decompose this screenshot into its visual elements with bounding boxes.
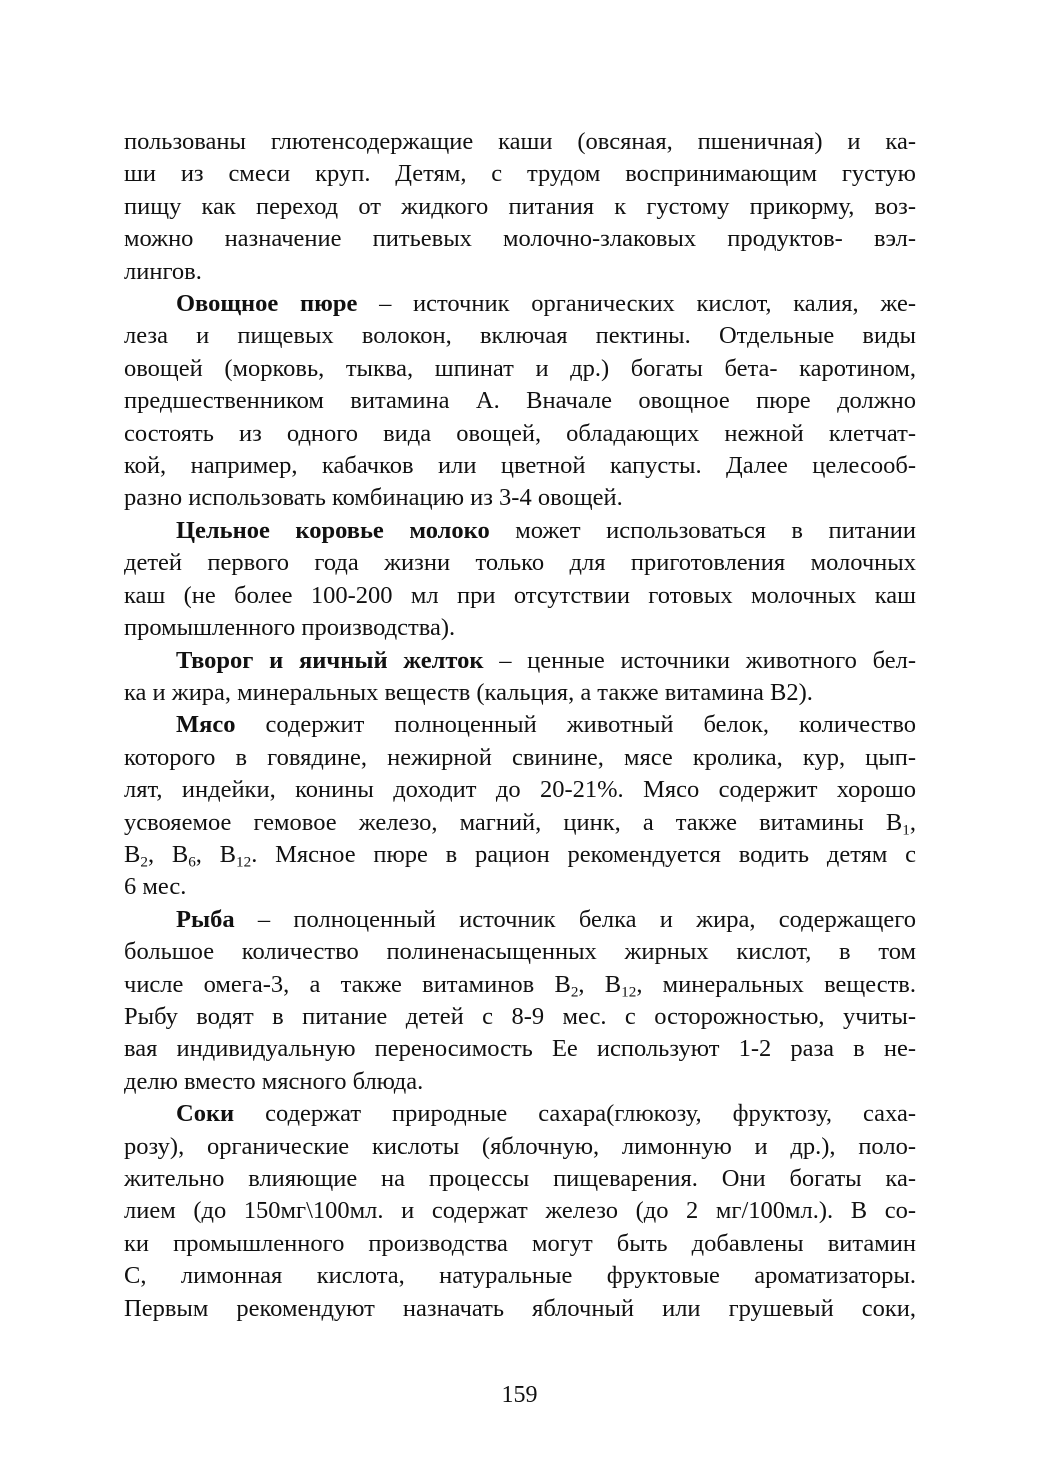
term-heading: Овощное пюре — [176, 290, 358, 318]
text-line: С, лимонная кислота, натуральные фруктовые ароматизаторы. — [124, 1262, 916, 1290]
text-line — [124, 839, 916, 871]
subscript: 12 — [621, 982, 637, 1000]
text-line: леза и пищевых волокон, включая пектины. Отдельные виды — [124, 322, 916, 350]
text-line: предшественником витамина А. Вначале овощное пюре должно — [124, 387, 916, 415]
text-run: усвояемое гемовое железо, магний, цинк, а также витамины В — [124, 808, 903, 836]
term-heading: Цельное коровье молоко — [176, 516, 490, 544]
paragraph-fish — [124, 904, 916, 1098]
text-line: состоять из одного вида овощей, обладающих нежной клетчат- — [124, 419, 916, 447]
paragraph-meat — [124, 709, 916, 903]
text-line: каш (не более 100-200 мл при отсутствии готовых молочных каш — [124, 581, 916, 609]
text-line — [124, 288, 916, 320]
text-line: можно назначение питьевых молочно-злаковых продуктов- вэл- — [124, 225, 916, 253]
term-heading: Мясо — [176, 711, 236, 739]
term-heading: Соки — [176, 1100, 235, 1128]
subscript: 1 — [902, 820, 910, 838]
text-line: промышленного производства). — [124, 614, 456, 642]
text-line — [124, 709, 916, 741]
text-line: лием (до 150мг\100мл. и содержат железо (до 2 мг/100мл.). В со- — [124, 1197, 916, 1225]
text-line: большое количество полиненасыщенных жирных кислот, в том — [124, 938, 916, 966]
text-line — [124, 807, 916, 839]
text-run: содержат природные сахара(глюкозу, фруктозу, саха- — [234, 1100, 916, 1128]
term-heading: Творог и яичный желток — [176, 646, 484, 674]
text-run: , В — [147, 840, 189, 868]
text-line: 6 мес. — [124, 873, 187, 901]
text-run: может использоваться в питании — [489, 516, 916, 544]
text-run: , В — [195, 840, 237, 868]
text-line — [124, 515, 916, 547]
text-run: , минеральных веществ. — [636, 970, 917, 998]
paragraph-cottage-cheese-yolk — [124, 645, 916, 710]
text-line: Первым рекомендуют назначать яблочный или грушевый соки, — [124, 1294, 916, 1322]
text-run: – полноценный источник белка и жира, содержащего — [234, 905, 916, 933]
paragraph-cereals-continued — [124, 126, 916, 288]
text-run: , — [909, 808, 916, 836]
text-line — [124, 645, 916, 677]
paragraph-juices — [124, 1098, 916, 1325]
text-run: , В — [578, 970, 622, 998]
paragraph-vegetable-puree — [124, 288, 916, 515]
text-line: пищу как переход от жидкого питания к густому прикорму, воз- — [124, 192, 916, 220]
text-line: делю вместо мясного блюда. — [124, 1067, 424, 1095]
text-line: жительно влияющие на процессы пищеварения. Они богаты ка- — [124, 1165, 916, 1192]
text-line: пользованы глютенсодержащие каши (овсяная, пшеничная) и ка- — [124, 128, 916, 155]
text-line: ки промышленного производства могут быть добавлены витамин — [124, 1229, 916, 1257]
text-line: ши из смеси круп. Детям, с трудом воспринимающим густую — [124, 160, 916, 188]
term-heading: Рыба — [176, 905, 235, 933]
paragraph-whole-milk — [124, 515, 916, 645]
text-line: овощей (морковь, тыква, шпинат и др.) богаты бета- каротином, — [124, 354, 916, 382]
text-line: ка и жира, минеральных веществ (кальция, а также витамина В2). — [124, 678, 813, 706]
text-run: – ценные источники животного бел- — [483, 646, 916, 674]
text-line: вая индивидуальную переносимость Ее используют 1-2 раза в не- — [124, 1035, 916, 1063]
subscript: 2 — [570, 982, 579, 1000]
text-run: . Мясное пюре в рацион рекомендуется водить детям с — [251, 840, 917, 868]
text-run: содержит полноценный животный белок, количество — [235, 711, 916, 739]
text-line — [124, 904, 916, 936]
text-line: которого в говядине, нежирной свинине, мясе кролика, кур, цып- — [124, 743, 916, 771]
text-line: разно использовать комбинацию из 3-4 овощей. — [124, 484, 623, 512]
text-line: Рыбу водят в питание детей с 8-9 мес. с осторожностью, учиты- — [124, 1002, 916, 1030]
page-body — [124, 126, 916, 1325]
subscript: 2 — [140, 853, 148, 871]
text-line — [124, 969, 916, 1001]
text-run: – источник органических кислот, калия, же- — [357, 290, 916, 318]
text-line: кой, например, кабачков или цветной капусты. Далее целесооб- — [124, 452, 916, 480]
text-line — [124, 1098, 916, 1130]
text-line: лингов. — [124, 257, 202, 285]
text-run: В — [124, 840, 141, 868]
page-number: 159 — [501, 1382, 538, 1408]
text-run: числе омега-3, а также витаминов В — [124, 970, 571, 998]
text-line: лят, индейки, конины доходит до 20-21%. Мясо содержит хорошо — [124, 776, 916, 804]
text-line: розу), органические кислоты (яблочную, лимонную и др.), поло- — [124, 1132, 916, 1160]
text-line: детей первого года жизни только для приготовления молочных — [124, 549, 916, 577]
subscript: 12 — [236, 853, 252, 871]
subscript: 6 — [188, 853, 196, 871]
